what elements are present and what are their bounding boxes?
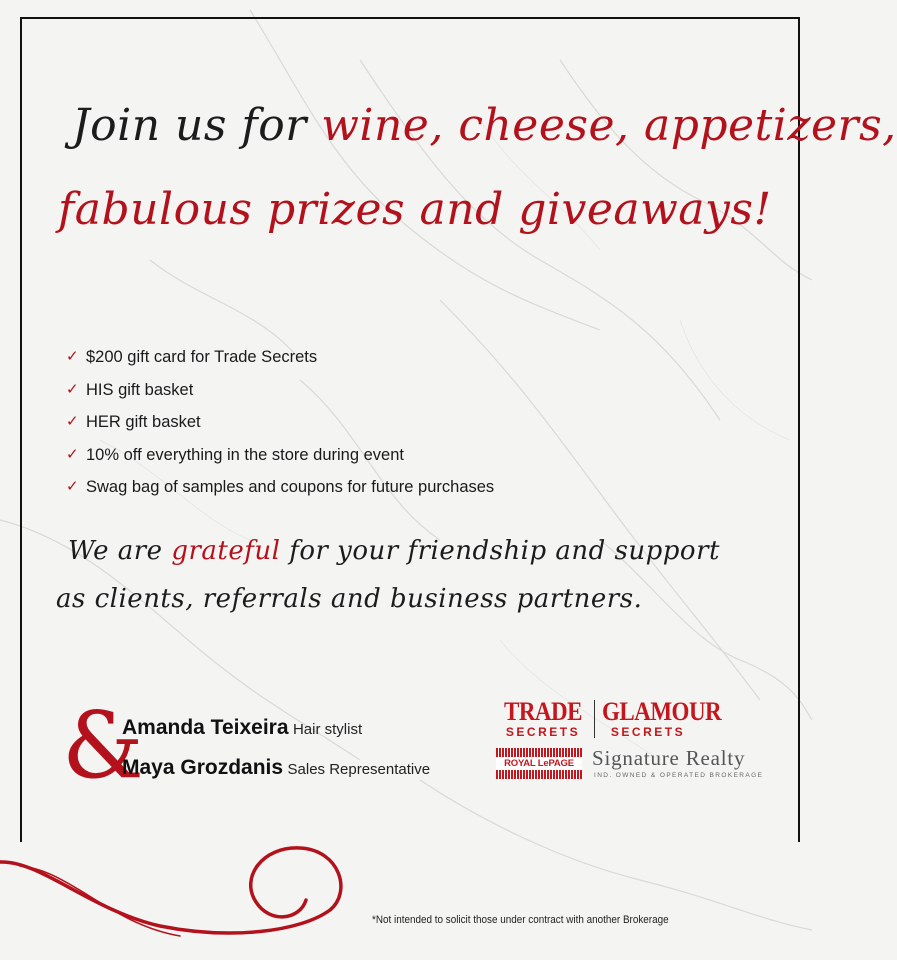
glamour-logo-top: GLAMOUR xyxy=(602,697,722,726)
prize-text: HIS gift basket xyxy=(86,380,194,399)
headline-line-2: fabulous prizes and giveaways! xyxy=(58,184,772,235)
host-1 xyxy=(122,716,362,740)
trade-logo-bottom: SECRETS xyxy=(505,725,581,739)
check-icon: ✓ xyxy=(66,478,79,496)
host-name: Amanda Teixeira xyxy=(122,716,289,739)
list-item xyxy=(66,442,494,475)
list-item xyxy=(66,474,494,507)
gratitude-text-b: for your friendship and support xyxy=(280,536,720,566)
list-item xyxy=(66,409,494,442)
ampersand-ornament: & xyxy=(62,692,144,799)
host-role: Hair stylist xyxy=(292,721,363,738)
host-2 xyxy=(122,756,430,780)
gratitude-highlight: grateful xyxy=(171,536,281,566)
logo-bars-bottom xyxy=(496,770,582,779)
check-icon: ✓ xyxy=(66,445,79,463)
disclaimer: *Not intended to solicit those under contract with another Brokerage xyxy=(372,914,669,926)
host-role: Sales Representative xyxy=(287,761,431,778)
prize-list xyxy=(66,344,494,507)
headline-line-1 xyxy=(72,100,897,151)
royal-lepage-label: ROYAL LePAGE xyxy=(496,758,582,770)
list-item xyxy=(66,344,494,377)
prize-text: 10% off everything in the store during event xyxy=(86,445,404,464)
prize-text: HER gift basket xyxy=(86,413,201,432)
trade-secrets-logo xyxy=(498,697,588,740)
royal-lepage-logo xyxy=(496,748,582,778)
check-icon: ✓ xyxy=(66,348,79,365)
signature-realty-logo: Signature Realty xyxy=(592,746,746,770)
check-icon: ✓ xyxy=(66,413,79,431)
headline-highlight: wine, cheese, appetizers, xyxy=(321,100,897,151)
headline-intro: Join us for xyxy=(72,100,322,151)
logo-bars-top xyxy=(496,748,582,757)
red-swirl-ornament xyxy=(0,840,360,960)
check-icon: ✓ xyxy=(66,380,79,398)
trade-logo-top: TRADE xyxy=(503,697,582,726)
gratitude-line-2: as clients, referrals and business partners. xyxy=(56,584,643,614)
glamour-secrets-logo xyxy=(602,697,722,740)
glamour-logo-bottom: SECRETS xyxy=(610,725,686,739)
prize-text: Swag bag of samples and coupons for future purchases xyxy=(86,478,495,497)
list-item xyxy=(66,377,494,410)
logo-divider xyxy=(594,700,595,738)
prize-text: $200 gift card for Trade Secrets xyxy=(86,348,318,366)
brokerage-tagline: IND. OWNED & OPERATED BROKERAGE xyxy=(594,772,764,779)
host-name: Maya Grozdanis xyxy=(122,756,284,779)
gratitude-text-a: We are xyxy=(68,536,172,566)
gratitude-line-1 xyxy=(68,536,720,566)
